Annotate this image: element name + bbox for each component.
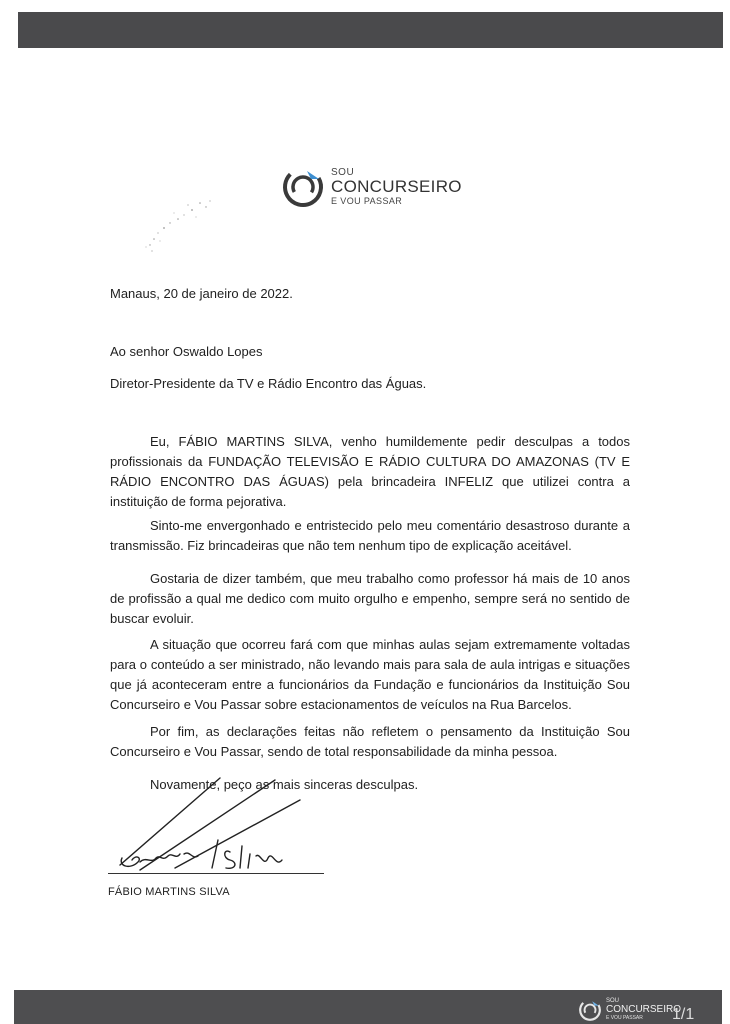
sc-logo-icon xyxy=(578,998,602,1022)
page-number: 1/1 xyxy=(672,1006,695,1023)
signer-name: FÁBIO MARTINS SILVA xyxy=(108,886,230,898)
logo-line-sou: SOU xyxy=(331,167,355,178)
letter-paragraph: Gostaria de dizer também, que meu trabalho como professor há mais de 10 anos de profissão a qual me dedico com muito orgulho e empenho, sempre será no sentido de buscar evoluir. xyxy=(110,571,630,626)
letter-paragraph: Eu, FÁBIO MARTINS SILVA, venho humildemente pedir desculpas a todos profissionais da FUNDAÇÃO TELEVISÃO E RÁDIO CULTURA DO AMAZONAS (TV E RÁDIO ENCONTRO DAS ÁGUAS) pela brincadeira INFELIZ que utilizei contra a instituição de forma pejorativa. xyxy=(110,434,630,509)
footer-logo-sou: SOU xyxy=(606,998,620,1004)
logo-line-vou-passar: E VOU PASSAR xyxy=(331,196,403,206)
letter-paragraph: Por fim, as declarações feitas não refletem o pensamento da Instituição Sou Concurseiro e Vou Passar, sendo de total responsabilidade da minha pessoa. xyxy=(110,724,630,759)
letter-paragraph: Sinto-me envergonhado e entristecido pelo meu comentário desastroso durante a transmissão. Fiz brincadeiras que não tem nenhum tipo de explicação aceitável. xyxy=(110,518,630,553)
logo-line-concurseiro: CONCURSEIRO xyxy=(331,177,462,196)
letter-paragraph: A situação que ocorreu fará com que minhas aulas sejam extremamente voltadas para o conteúdo a ser ministrado, não levando mais para sala de aula intrigas e situações que já aconteceram entre a funcionários da Fundação e funcionários da Instituição Sou Concurseiro e Vou Passar sobre estacionamentos de veículos na Rua Barcelos. xyxy=(110,637,630,712)
top-scan-bar xyxy=(18,12,723,48)
footer-logo xyxy=(578,998,682,1022)
footer-logo-concurseiro: CONCURSEIRO xyxy=(606,1004,682,1015)
letter-closing: Novamente, peço as mais sinceras desculpas. xyxy=(150,777,419,792)
recipient-title: Diretor-Presidente da TV e Rádio Encontro das Águas. xyxy=(110,376,427,391)
company-logo xyxy=(281,163,481,213)
footer-logo-vou-passar: E VOU PASSAR xyxy=(606,1015,643,1021)
recipient-name: Ao senhor Oswaldo Lopes xyxy=(110,344,263,359)
handwritten-signature xyxy=(100,770,340,880)
signature-line xyxy=(108,873,324,874)
scan-noise-speckles xyxy=(140,195,230,255)
letter-date: Manaus, 20 de janeiro de 2022. xyxy=(110,286,293,301)
sc-logo-icon xyxy=(281,165,325,209)
